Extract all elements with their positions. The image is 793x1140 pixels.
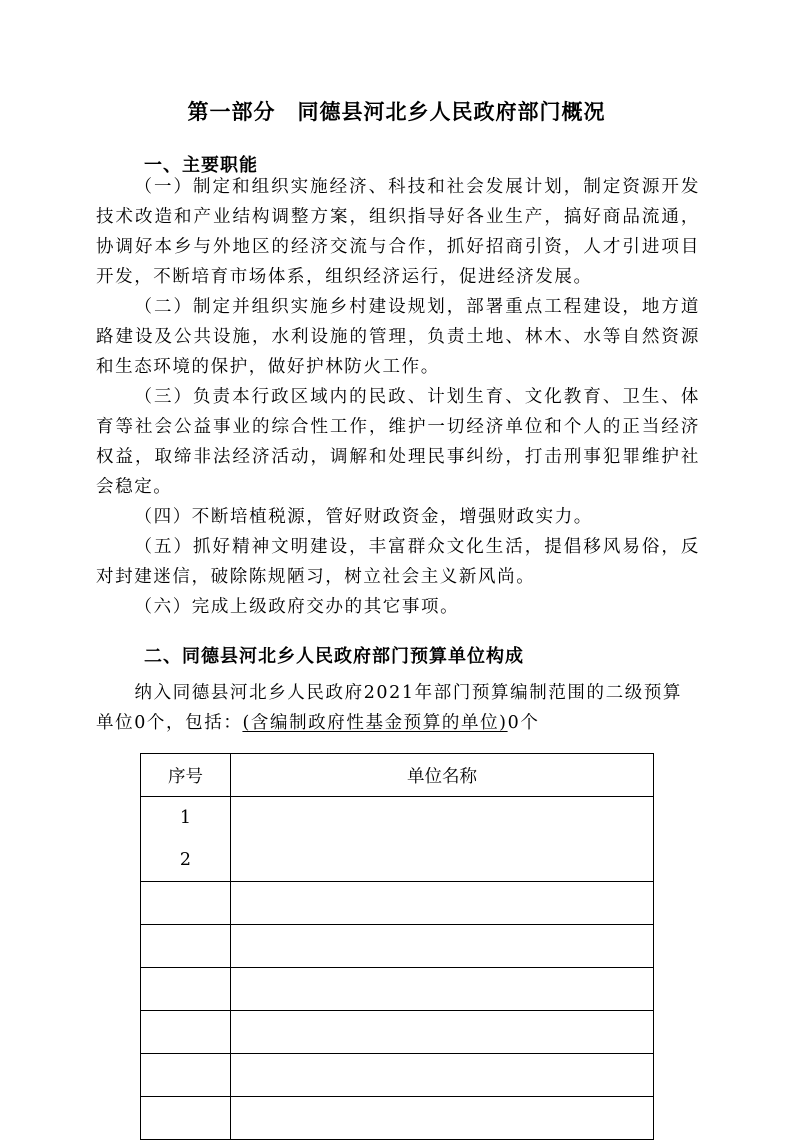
budget-units-intro-paragraph — [96, 678, 700, 738]
intro-underlined-text: (含编制政府性基金预算的单位) — [242, 713, 508, 733]
empty-cell — [231, 968, 654, 1011]
empty-cell — [231, 1011, 654, 1054]
empty-cell — [141, 968, 231, 1011]
serial-number-2: 2 — [179, 850, 192, 870]
empty-cell — [141, 925, 231, 968]
intro-tail-text: 0个 — [507, 713, 540, 733]
function-paragraph-3: （三）负责本行政区域内的民政、计划生育、文化教育、卫生、体育等社会公益事业的综合性工作，维护一切经济单位和个人的正当经济权益，取缔非法经济活动，调解和处理民事纠纷，打击刑事犯罪维护社会稳定。 — [96, 387, 700, 497]
table-row — [141, 1097, 654, 1140]
empty-cell — [231, 925, 654, 968]
table-row — [141, 1011, 654, 1054]
function-paragraph-6: （六）完成上级政府交办的其它事项。 — [134, 597, 460, 617]
empty-cell — [141, 1011, 231, 1054]
empty-cell — [231, 882, 654, 925]
function-paragraph-2: （二）制定并组织实施乡村建设规划，部署重点工程建设，地方道路建设及公共设施，水利设施的管理，负责土地、林木、水等自然资源和生态环境的保护，做好护林防火工作。 — [96, 297, 700, 377]
table-row — [141, 968, 654, 1011]
function-paragraph-4: （四）不断培植税源，管好财政资金，增强财政实力。 — [134, 507, 593, 527]
table-row — [141, 925, 654, 968]
function-paragraph-5: （五）抓好精神文明建设，丰富群众文化生活，提倡移风易俗，反对封建迷信，破除陈规陋习，树立社会主义新风尚。 — [96, 537, 700, 587]
functions-body — [96, 172, 700, 622]
table-row — [141, 1054, 654, 1097]
empty-cell — [231, 1054, 654, 1097]
unit-name-cell — [231, 797, 654, 882]
page-title: 第一部分 同德县河北乡人民政府部门概况 — [187, 100, 606, 124]
intro-main-text: 纳入同德县河北乡人民政府2021年部门预算编制范围的二级预算单位0个，包括： — [96, 683, 683, 733]
header-serial-number: 序号 — [141, 754, 231, 797]
serial-number-1: 1 — [179, 808, 192, 828]
empty-cell — [141, 882, 231, 925]
empty-cell — [231, 1097, 654, 1140]
section-heading-main-functions: 一、主要职能 — [144, 155, 258, 176]
table-row — [141, 882, 654, 925]
empty-cell — [141, 1097, 231, 1140]
budget-units-table — [140, 753, 654, 1140]
section-heading-budget-units: 二、同德县河北乡人民政府部门预算单位构成 — [144, 646, 524, 667]
table-header-row — [141, 754, 654, 797]
budget-units-intro — [96, 678, 700, 738]
serial-number-cell — [141, 797, 231, 882]
empty-cell — [141, 1054, 231, 1097]
header-unit-name: 单位名称 — [231, 754, 654, 797]
table-row — [141, 797, 654, 882]
function-paragraph-1: （一）制定和组织实施经济、科技和社会发展计划，制定资源开发技术改造和产业结构调整方案，组织指导好各业生产，搞好商品流通，协调好本乡与外地区的经济交流与合作，抓好招商引资，人才引进项目开发，不断培育市场体系，组织经济运行，促进经济发展。 — [96, 177, 700, 287]
